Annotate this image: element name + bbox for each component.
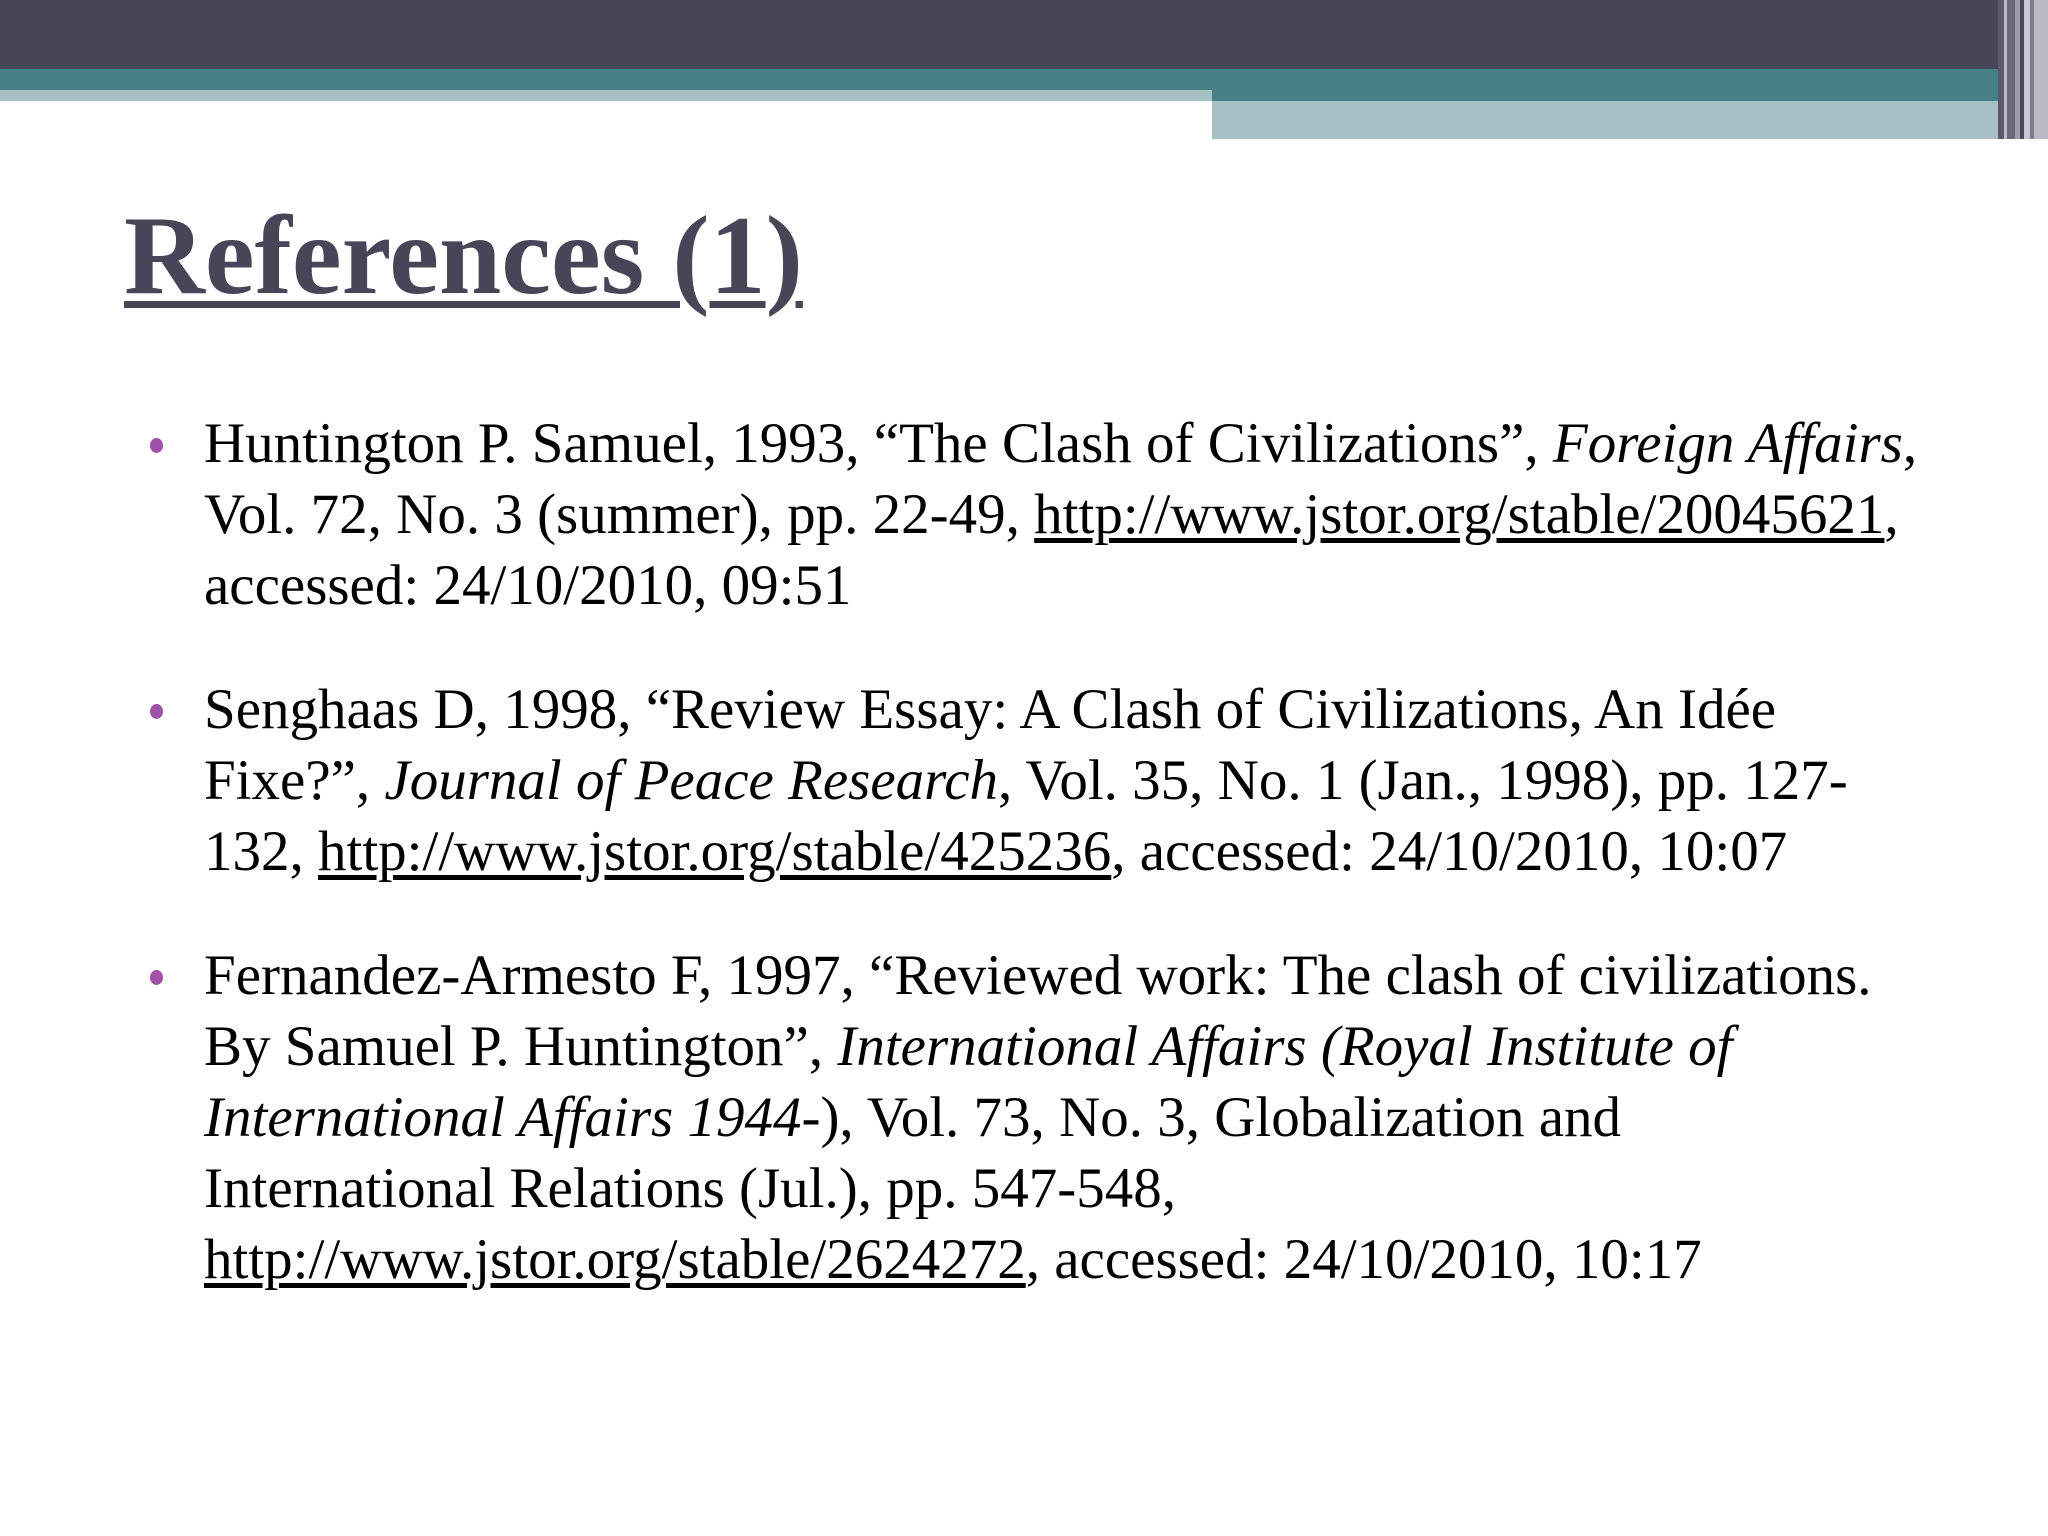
reference-link[interactable]: http://www.jstor.org/stable/425236 [318,820,1112,883]
page-title: References (1) [124,194,803,318]
reference-item [140,674,1920,887]
bullet-icon [150,704,163,719]
reference-list [140,408,1920,1348]
reference-item [140,940,1920,1295]
reference-item [140,408,1920,621]
bullet-icon [150,970,163,985]
reference-journal: Journal of Peace Research [384,749,999,812]
reference-accessed: , accessed: 24/10/2010, 09:51 [204,483,1899,617]
reference-lead: Fernandez-Armesto F, 1997, “Reviewed work: The clash of civilizations. By Samuel P. Huntington”, [204,944,1872,1078]
reference-accessed: , accessed: 24/10/2010, 10:17 [1025,1228,1702,1291]
header-bar-light-left [0,90,1212,101]
reference-lead: Senghaas D, 1998, “Review Essay: A Clash of Civilizations, An Idée Fixe?”, [204,678,1777,812]
reference-journal: International Affairs (Royal Institute of International Affairs 1944- [204,1015,1733,1149]
header-stripes-decoration [1998,0,2048,139]
reference-link[interactable]: http://www.jstor.org/stable/20045621 [1034,483,1885,546]
reference-details: ), Vol. 73, No. 3, Globalization and International Relations (Jul.), pp. 547-548, [204,1086,1622,1220]
reference-lead: Huntington P. Samuel, 1993, “The Clash of Civilizations”, [204,412,1553,475]
header-bar-light-right [1212,101,2048,139]
reference-details: , Vol. 72, No. 3 (summer), pp. 22-49, [204,412,1918,546]
reference-details: , Vol. 35, No. 1 (Jan., 1998), pp. 127-132, [204,749,1848,883]
header-bar-dark [0,0,2048,69]
header-bar-teal-right [1212,69,2048,101]
reference-accessed: , accessed: 24/10/2010, 10:07 [1111,820,1788,883]
bullet-icon [150,438,163,453]
reference-link[interactable]: http://www.jstor.org/stable/2624272 [204,1228,1026,1291]
reference-journal: Foreign Affairs [1552,412,1903,475]
